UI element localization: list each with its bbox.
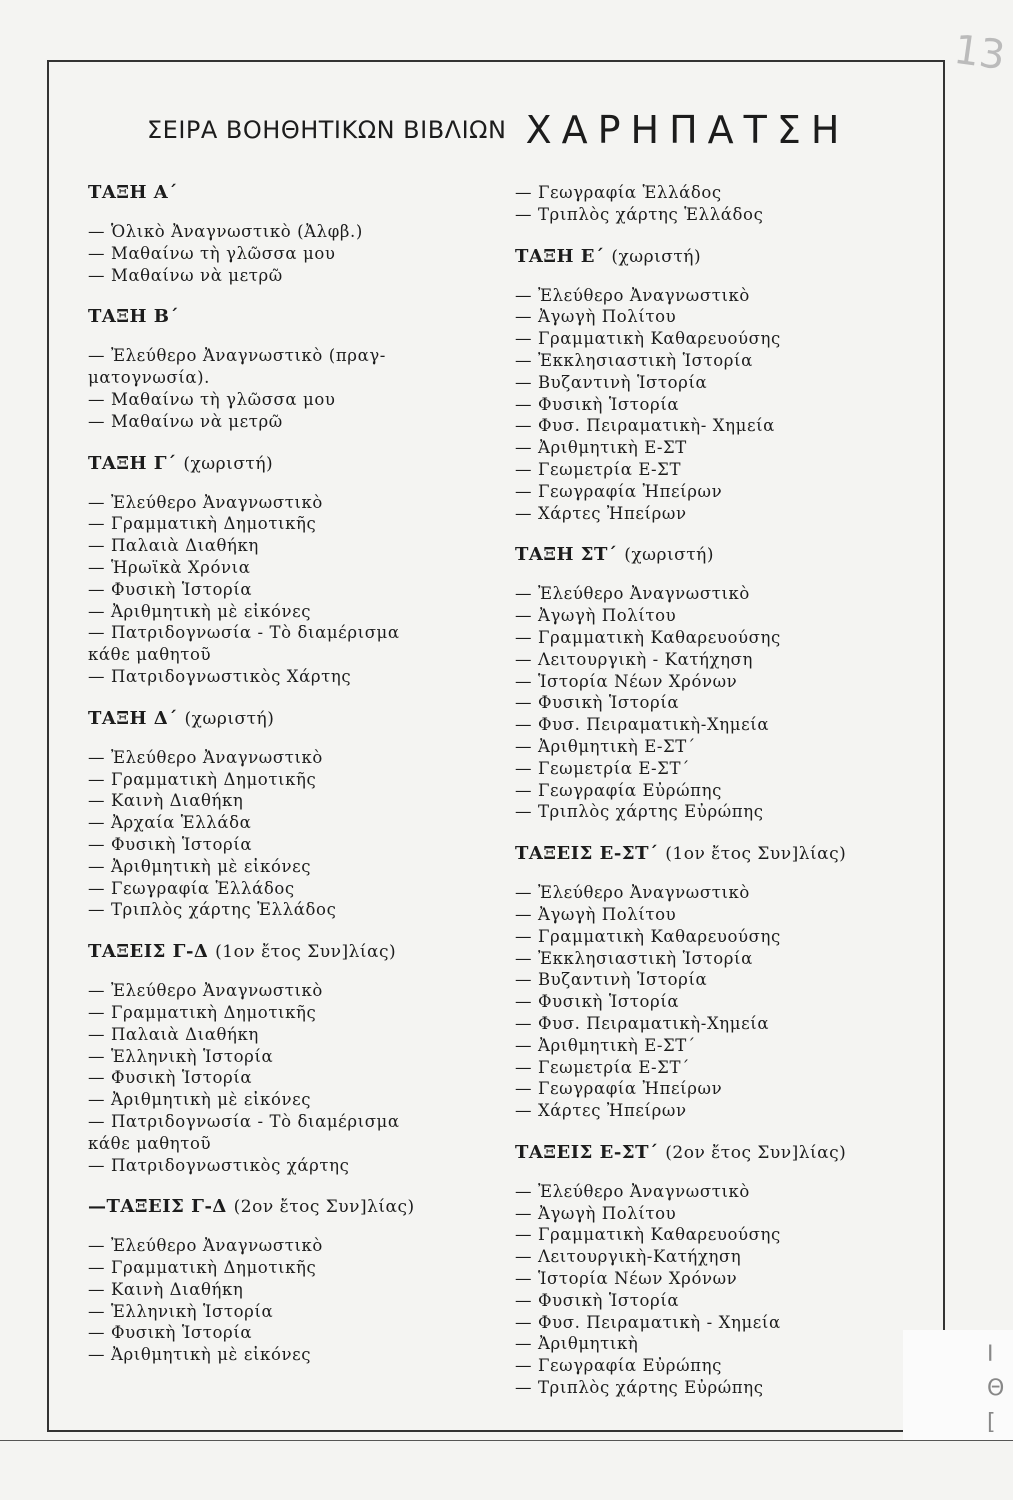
section-heading-note: (χωριστή) <box>183 453 274 474</box>
list-item: — Γεωγραφία Ἑλλάδος <box>88 878 295 898</box>
list-item: — Ἀριθμητικὴ μὲ εἰκόνες <box>88 601 312 621</box>
list-item: — Ἑλληνικὴ Ἱστορία <box>88 1046 274 1066</box>
section-heading-title: ΤΑΞΗ Δ΄ <box>88 707 178 729</box>
bottom-rule <box>0 1440 1013 1441</box>
list-item: — Γραμματικὴ Καθαρευούσης <box>515 926 781 946</box>
list-item: — Γραμματικὴ Δημοτικῆς <box>88 514 317 534</box>
list-item: — Γεωμετρία Ε-ΣΤ΄ <box>515 758 690 778</box>
list-item: — Φυσικὴ Ἱστορία <box>88 579 253 599</box>
book-list <box>515 583 915 823</box>
class-section <box>515 246 915 525</box>
list-item: — Γεωμετρία Ε-ΣΤ΄ <box>515 1057 690 1077</box>
list-item: — Ἀγωγὴ Πολίτου <box>515 606 677 626</box>
list-item: — Ἐκκλησιαστικὴ Ἱστορία <box>515 350 753 370</box>
list-item: — Γραμματικὴ Δημοτικῆς <box>88 769 317 789</box>
list-item: — Ἐκκλησιαστικὴ Ἱστορία <box>515 948 753 968</box>
section-heading-note: (2ον ἔτος Συν]λίας) <box>665 1142 847 1163</box>
list-item: — Φυσ. Πειραματικὴ- Χημεία <box>515 416 775 436</box>
book-list <box>88 492 498 688</box>
list-item: — Φυσικὴ Ἱστορία <box>515 992 680 1012</box>
book-list <box>88 1235 498 1366</box>
list-item: — Γεωγραφία Εὐρώπης <box>515 780 722 800</box>
section-heading <box>515 1142 915 1163</box>
section-heading-title: ΤΑΞΕΙΣ Ε-ΣΤ΄ <box>515 843 659 865</box>
list-item: — Ἐλεύθερο Ἀναγνωστικὸ <box>515 584 750 604</box>
list-item: — Παλαιὰ Διαθήκη <box>88 1024 259 1044</box>
section-heading-note: (χωριστή) <box>611 246 702 267</box>
list-item: — Λειτουργικὴ-Κατήχηση <box>515 1247 742 1267</box>
side-fragment-line: Θ <box>987 1376 1005 1401</box>
section-heading-title: ΤΑΞΕΙΣ Ε-ΣΤ΄ <box>515 1141 659 1163</box>
list-item: — Πατριδογνωστικὸς Χάρτης <box>88 666 352 686</box>
list-item: — Πατριδογνωστικὸς χάρτης <box>88 1155 350 1175</box>
list-item: — Ἐλεύθερο Ἀναγνωστικὸ <box>515 1181 750 1201</box>
list-item: — Φυσικὴ Ἱστορία <box>515 394 680 414</box>
section-heading-title: ΤΑΞΗ ΣΤ΄ <box>515 544 618 566</box>
list-item: — Ἐλεύθερο Ἀναγνωστικὸ <box>88 492 323 512</box>
list-item: — Φυσικὴ Ἱστορία <box>88 1068 253 1088</box>
list-item: — Τριπλὸς χάρτης Ἑλλάδος <box>88 900 337 920</box>
book-list <box>515 285 915 525</box>
list-item: — Ἑλληνικὴ Ἱστορία <box>88 1301 274 1321</box>
section-heading-note: (2ον ἔτος Συν]λίας) <box>233 1197 415 1218</box>
list-item: — Φυσ. Πειραματικὴ-Χημεία <box>515 1013 770 1033</box>
section-heading-title: ΤΑΞΗ Α΄ <box>88 182 178 203</box>
list-item: — Φυσικὴ Ἱστορία <box>515 1290 680 1310</box>
side-fragment <box>903 1330 1013 1440</box>
section-heading <box>88 453 498 474</box>
list-item: — Γραμματικὴ Καθαρευούσης <box>515 1225 781 1245</box>
list-item: — Ἐλεύθερο Ἀναγνωστικὸ <box>88 981 323 1001</box>
list-item: — Γραμματικὴ Δημοτικῆς <box>88 1002 317 1022</box>
class-section <box>88 1196 498 1366</box>
list-item: — Ἀριθμητικὴ Ε-ΣΤ΄ <box>515 736 696 756</box>
list-item: — Γεωγραφία Ἠπείρων <box>515 1079 723 1099</box>
list-item: — Ἀριθμητικὴ μὲ εἰκόνες <box>88 1345 312 1365</box>
section-heading-note: (1ον ἔτος Συν]λίας) <box>665 844 847 865</box>
list-item: — Ἐλεύθερο Ἀναγνωστικὸ <box>88 1236 323 1256</box>
list-item: — Μαθαίνω νὰ μετρῶ <box>88 265 283 285</box>
book-list <box>88 980 498 1176</box>
list-item: — Ἀριθμητικὴ μὲ εἰκόνες <box>88 856 312 876</box>
series-title <box>147 108 927 152</box>
class-section <box>88 182 498 286</box>
class-section <box>88 941 498 1176</box>
list-item: — Γραμματικὴ Καθαρευούσης <box>515 329 781 349</box>
section-heading-note: (1ον ἔτος Συν]λίας) <box>215 942 397 963</box>
list-item: — Μαθαίνω τὴ γλῶσσα μου <box>88 243 336 263</box>
publisher-name: ΧΑΡΗΠΑΤΣΗ <box>525 108 850 152</box>
list-item: — Βυζαντινὴ Ἱστορία <box>515 372 708 392</box>
list-item: — Μαθαίνω τὴ γλῶσσα μου <box>88 389 336 409</box>
side-fragment-line: [ <box>987 1410 996 1435</box>
list-item: — Ἐλεύθερο Ἀναγνωστικὸ <box>515 285 750 305</box>
book-list <box>88 345 498 432</box>
list-item: — Γεωγραφία Ἠπείρων <box>515 481 723 501</box>
list-item: — Ἀριθμητικὴ Ε-ΣΤ <box>515 438 687 458</box>
list-item: — Πατριδογνωσία - Τὸ διαμέρισμα <box>88 1111 400 1131</box>
list-item: — Ὁλικὸ Ἀναγνωστικὸ (Ἀλφβ.) <box>88 222 363 241</box>
list-item: ματογνωσία). <box>88 368 211 388</box>
list-item: — Βυζαντινὴ Ἱστορία <box>515 970 708 990</box>
list-item: — Πατριδογνωσία - Τὸ διαμέρισμα <box>88 623 400 643</box>
section-heading <box>88 708 498 729</box>
list-item: — Ἐλεύθερο Ἀναγνωστικὸ (πραγ- <box>88 346 386 366</box>
list-item: — Ἱστορία Νέων Χρόνων <box>515 671 738 691</box>
book-list <box>88 221 498 286</box>
section-heading-title: ΤΑΞΕΙΣ Γ-Δ <box>88 941 209 963</box>
section-heading-title: ΤΑΞΗ Γ΄ <box>88 452 177 474</box>
list-item: — Γεωγραφία Ἑλλάδος <box>515 183 722 202</box>
list-item: — Τριπλὸς χάρτης Ἑλλάδος <box>515 204 764 224</box>
right-column <box>515 182 915 1419</box>
section-heading <box>515 544 915 565</box>
list-item: — Ἀριθμητικὴ Ε-ΣΤ΄ <box>515 1035 696 1055</box>
list-item: — Ἀγωγὴ Πολίτου <box>515 1203 677 1223</box>
list-item: — Λειτουργικὴ - Κατήχηση <box>515 649 753 669</box>
list-item: — Καινὴ Διαθήκη <box>88 791 244 811</box>
list-item: — Μαθαίνω νὰ μετρῶ <box>88 411 283 431</box>
book-list <box>515 882 915 1122</box>
class-section <box>88 453 498 688</box>
list-item: — Γεωγραφία Εὐρώπης <box>515 1356 722 1376</box>
list-item: — Φυσικὴ Ἱστορία <box>88 834 253 854</box>
right-column-top-items <box>515 182 915 226</box>
section-heading <box>515 246 915 267</box>
section-heading <box>88 182 498 203</box>
list-item: — Γεωμετρία Ε-ΣΤ <box>515 459 682 479</box>
list-item: — Καινὴ Διαθήκη <box>88 1279 244 1299</box>
class-section <box>515 544 915 823</box>
list-item: — Χάρτες Ἠπείρων <box>515 1101 687 1121</box>
book-list <box>515 1181 915 1399</box>
list-item: — Φυσικὴ Ἱστορία <box>515 693 680 713</box>
side-fragment-line: Ι <box>987 1342 994 1367</box>
book-list <box>88 747 498 921</box>
list-item: — Ἀγωγὴ Πολίτου <box>515 904 677 924</box>
section-heading <box>515 843 915 864</box>
series-label: ΣΕΙΡΑ ΒΟΗΘΗΤΙΚΩΝ ΒΙΒΛΙΩΝ <box>147 116 507 144</box>
list-item: — Παλαιὰ Διαθήκη <box>88 536 259 556</box>
section-heading-title: ΤΑΞΗ Ε΄ <box>515 245 605 267</box>
section-heading-note: (χωριστή) <box>624 545 714 566</box>
section-heading-note: (χωριστή) <box>184 708 275 729</box>
class-section <box>88 708 498 921</box>
list-item: — Τριπλὸς χάρτης Εὐρώπης <box>515 1378 764 1398</box>
list-item: — Φυσικὴ Ἱστορία <box>88 1323 253 1343</box>
list-item: — Ἀριθμητικὴ μὲ εἰκόνες <box>88 1090 312 1110</box>
list-item: — Ἐλεύθερο Ἀναγνωστικὸ <box>515 883 750 903</box>
list-item: — Φυσ. Πειραματικὴ-Χημεία <box>515 715 770 735</box>
list-item: — Γραμματικὴ Δημοτικῆς <box>88 1258 317 1278</box>
list-item: — Χάρτες Ἠπείρων <box>515 503 687 523</box>
list-item: — Ἀρχαία Ἑλλάδα <box>88 813 252 833</box>
list-item: — Γραμματικὴ Καθαρευούσης <box>515 627 781 647</box>
section-heading <box>88 306 498 327</box>
list-item: — Ἀριθμητικὴ <box>515 1334 639 1354</box>
section-heading <box>88 1196 498 1217</box>
list-item: — Ἱστορία Νέων Χρόνων <box>515 1269 738 1289</box>
list-item: — Τριπλὸς χάρτης Εὐρώπης <box>515 802 764 822</box>
section-heading-title: —ΤΑΞΕΙΣ Γ-Δ <box>88 1196 227 1218</box>
left-column <box>88 182 498 1386</box>
section-heading <box>88 941 498 962</box>
section-heading-title: ΤΑΞΗ Β΄ <box>88 306 180 328</box>
list-item: κάθε μαθητοῦ <box>88 1133 212 1153</box>
class-section <box>515 1142 915 1399</box>
list-item: — Φυσ. Πειραματικὴ - Χημεία <box>515 1312 781 1332</box>
corner-page-mark: 13 <box>951 26 1008 80</box>
list-item: κάθε μαθητοῦ <box>88 645 212 665</box>
class-section <box>515 843 915 1122</box>
list-item: — Ἐλεύθερο Ἀναγνωστικὸ <box>88 747 323 767</box>
class-section <box>88 306 498 432</box>
list-item: — Ἀγωγὴ Πολίτου <box>515 307 677 327</box>
list-item: — Ἡρωϊκὰ Χρόνια <box>88 557 251 577</box>
